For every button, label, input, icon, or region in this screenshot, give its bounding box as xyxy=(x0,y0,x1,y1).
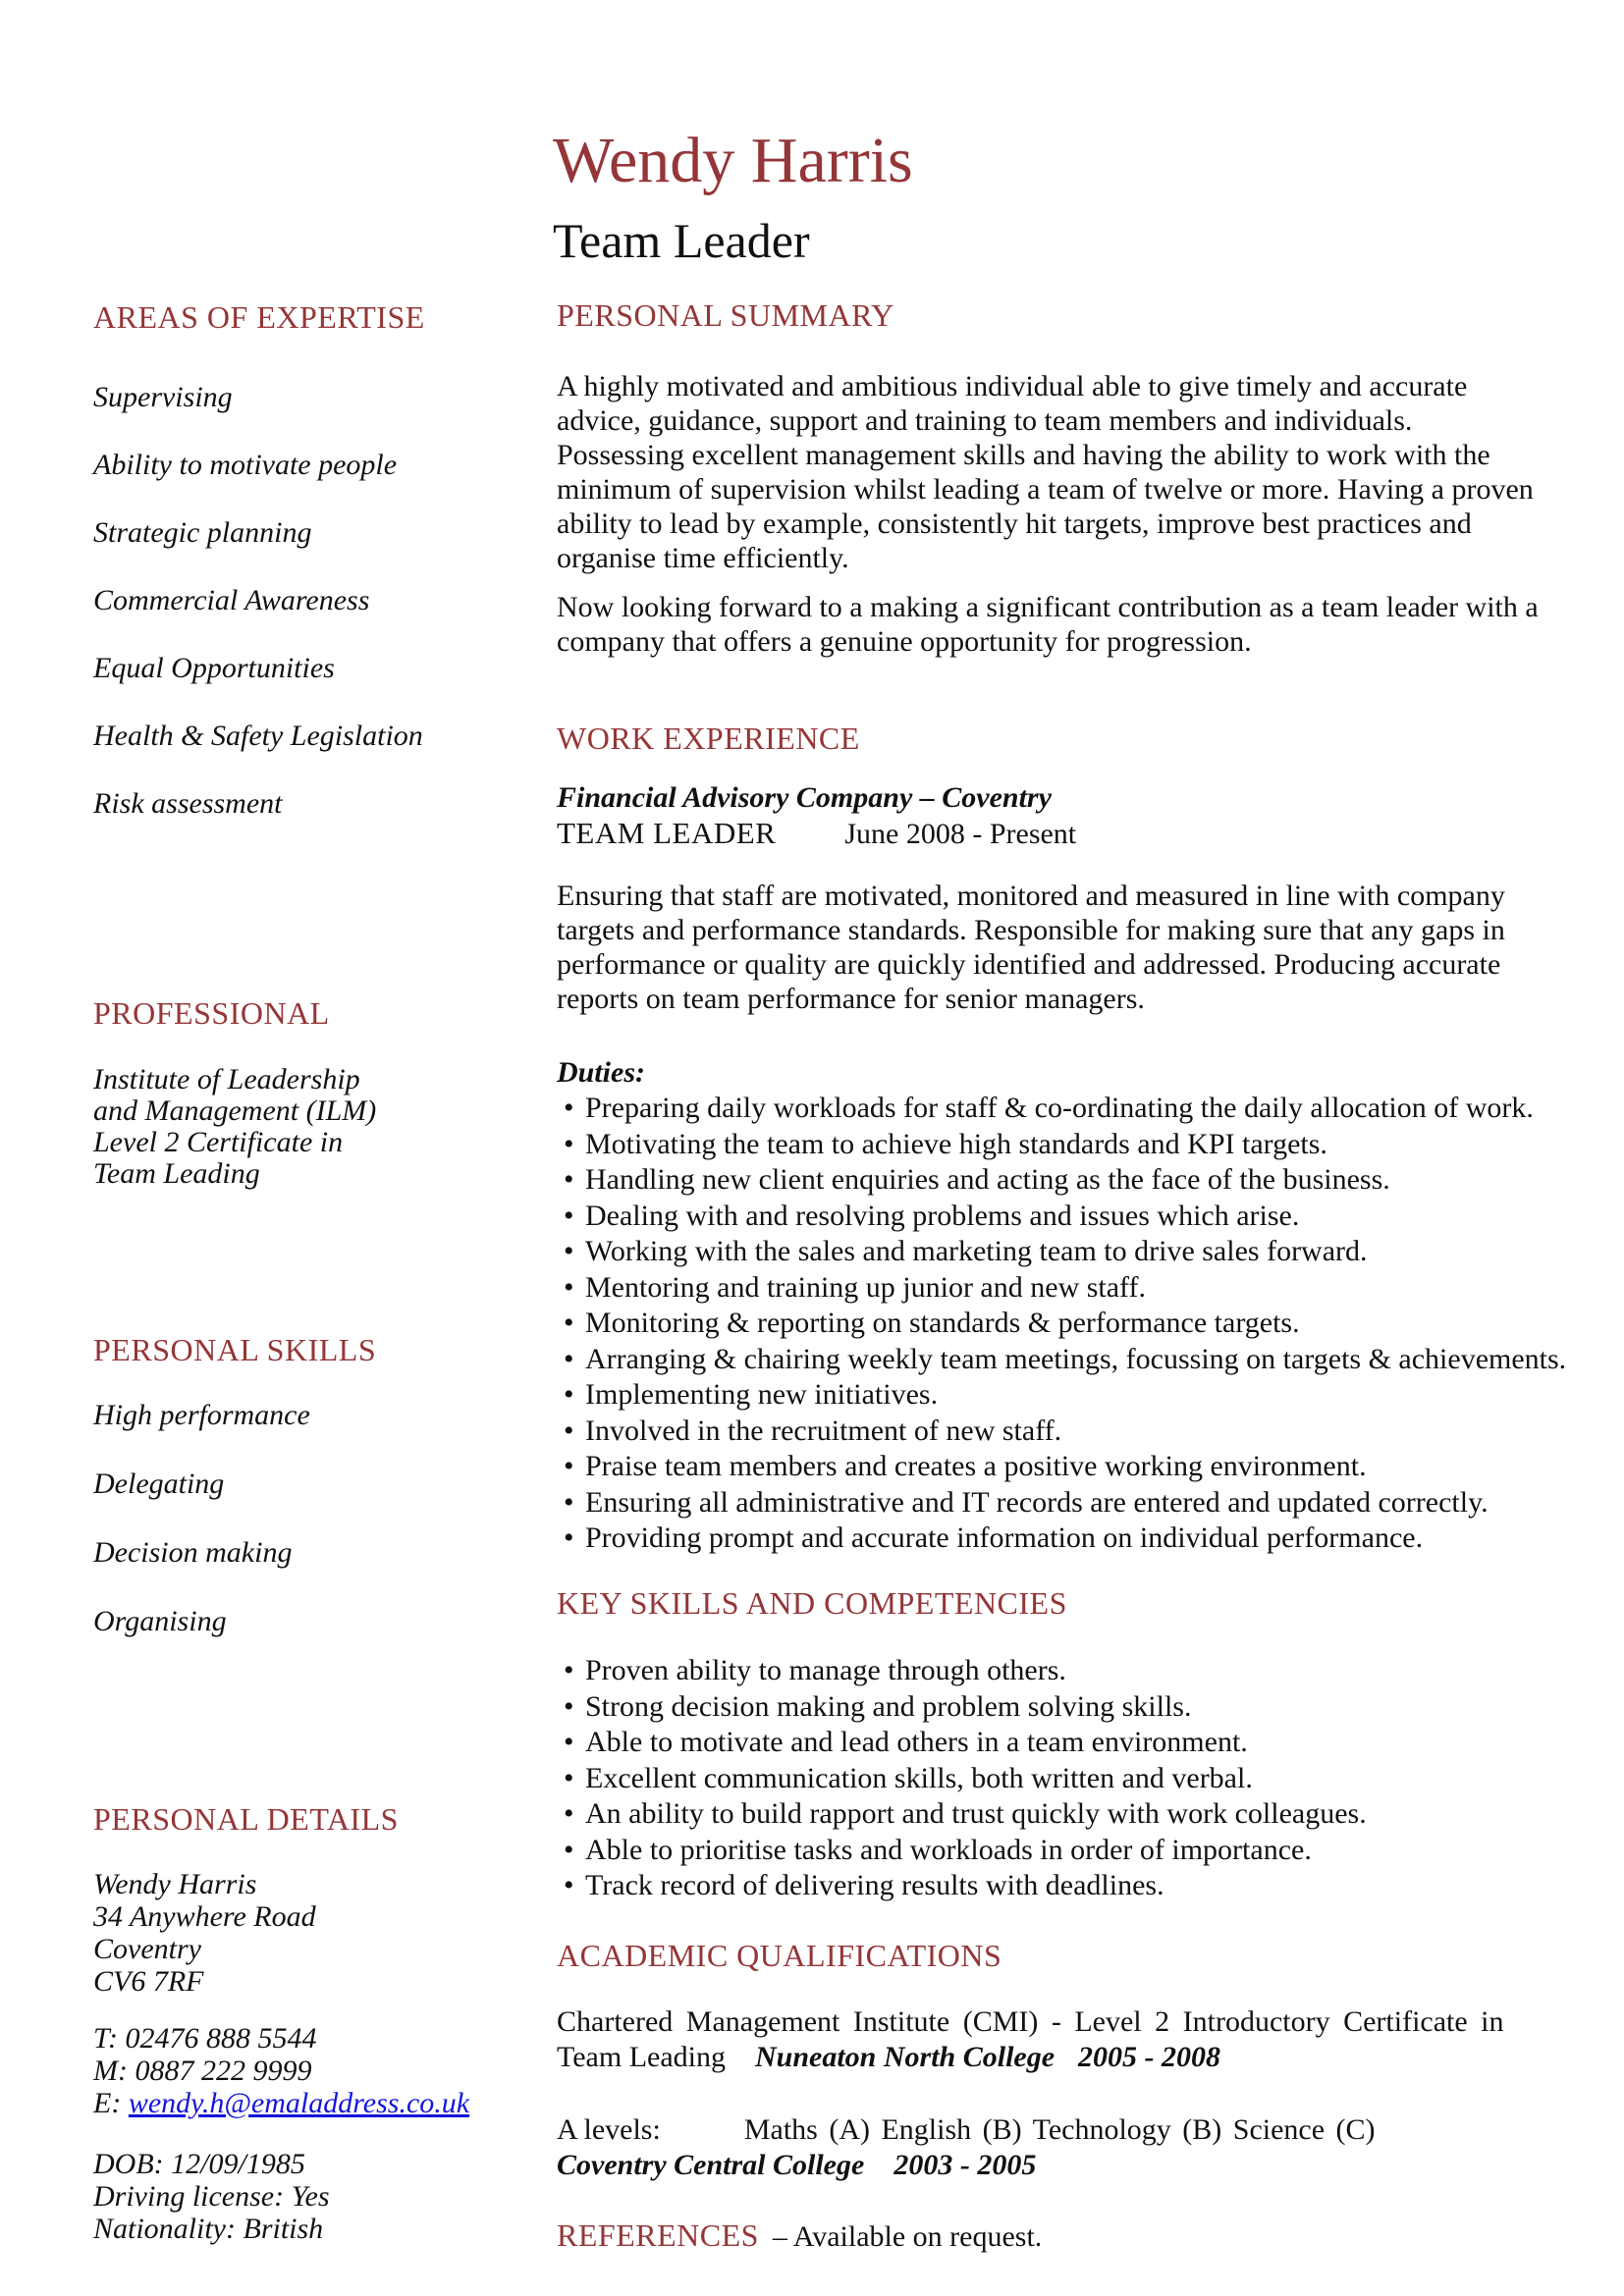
summary-paragraph-1: A highly motivated and ambitious individual able to give timely and accurate advice, guidance, support and training to team members and individuals. Possessing excellent management skills and having the ability to work with the minimum of supervision whilst leading a team of twelve or more. Having a proven ability to lead by example, consistently hit targets, improve best practices and organise time efficiently. xyxy=(557,370,1534,574)
expertise-item: Equal Opportunities xyxy=(93,652,335,684)
key-skill-item: • Track record of delivering results with deadlines. xyxy=(557,1868,1367,1904)
personal-skills-heading: PERSONAL SKILLS xyxy=(93,1332,377,1367)
personal-info-block xyxy=(93,2148,447,2245)
address-line: CV6 7RF xyxy=(93,1965,204,1998)
personal-skill-item: Organising xyxy=(93,1605,227,1637)
expertise-list xyxy=(93,381,447,821)
college-1-dates: 2005 - 2008 xyxy=(1078,2041,1221,2073)
duty-item: • Preparing daily workloads for staff & co-ordinating the daily allocation of work. xyxy=(557,1091,1566,1127)
professional-heading: PROFESSIONAL xyxy=(93,995,330,1031)
work-intro-paragraph: Ensuring that staff are motivated, monitored and measured in line with company targets and performance standards. Responsible for making sure that any gaps in performance or quality are quickly identified and addressed. Producing accurate reports on team performance for senior managers. xyxy=(557,880,1505,1015)
duty-item: • Working with the sales and marketing team to drive sales forward. xyxy=(557,1234,1566,1270)
duty-item: • Monitoring & reporting on standards & performance targets. xyxy=(557,1306,1566,1342)
address-line: Wendy Harris xyxy=(93,1868,257,1900)
areas-of-expertise-heading: AREAS OF EXPERTISE xyxy=(93,299,425,335)
work-experience-heading: WORK EXPERIENCE xyxy=(557,721,860,756)
a-levels-label: A levels: xyxy=(557,2113,661,2146)
expertise-item: Health & Safety Legislation xyxy=(93,720,423,752)
summary-paragraph-2: Now looking forward to a making a significant contribution as a team leader with a company that offers a genuine opportunity for progression. xyxy=(557,591,1539,658)
personal-skill-item: High performance xyxy=(93,1399,310,1431)
company-line: Financial Advisory Company – Coventry xyxy=(557,781,1052,814)
key-skill-item: • Able to motivate and lead others in a team environment. xyxy=(557,1725,1367,1761)
dob-line: DOB: 12/09/1985 xyxy=(93,2148,305,2180)
references-text: – Available on request. xyxy=(772,2220,1043,2253)
duty-item: • Involved in the recruitment of new staff. xyxy=(557,1414,1566,1450)
cmi-line-2: Team Leading xyxy=(557,2041,726,2073)
phone-line: T: 02476 888 5544 xyxy=(93,2022,317,2055)
duty-item: • Handling new client enquiries and acting as the face of the business. xyxy=(557,1162,1566,1199)
expertise-item: Commercial Awareness xyxy=(93,584,370,616)
mobile-line: M: 0887 222 9999 xyxy=(93,2055,312,2087)
professional-line: Institute of Leadership xyxy=(93,1063,360,1095)
expertise-item: Ability to motivate people xyxy=(93,449,398,481)
personal-skills-section xyxy=(93,1330,447,1674)
email-link[interactable]: wendy.h@emaladdress.co.uk xyxy=(128,2087,470,2119)
email-label: E: xyxy=(93,2087,122,2119)
key-skill-item: • Able to prioritise tasks and workloads in order of importance. xyxy=(557,1833,1367,1869)
college-2-dates: 2003 - 2005 xyxy=(893,2149,1037,2181)
personal-skill-item: Decision making xyxy=(93,1536,293,1569)
a-levels-qualification xyxy=(557,2112,1548,2183)
address-line: 34 Anywhere Road xyxy=(93,1900,316,1933)
key-skill-item: • Excellent communication skills, both written and verbal. xyxy=(557,1761,1367,1797)
address-line: Coventry xyxy=(93,1933,201,1965)
role-line xyxy=(557,816,1076,851)
duties-list xyxy=(557,1091,1566,1557)
personal-details-heading: PERSONAL DETAILS xyxy=(93,1801,399,1837)
key-skill-item: • Strong decision making and problem solving skills. xyxy=(557,1689,1367,1726)
a-levels-results: Maths (A) English (B) Technology (B) Science (C) xyxy=(743,2113,1376,2146)
person-name: Wendy Harris xyxy=(553,125,913,196)
college-2: Coventry Central College xyxy=(557,2149,865,2181)
references-heading: REFERENCES xyxy=(557,2217,759,2253)
duty-item: • Praise team members and creates a positive working environment. xyxy=(557,1449,1566,1485)
role-dates: June 2008 - Present xyxy=(844,818,1077,850)
driving-license-line: Driving license: Yes xyxy=(93,2180,330,2213)
duties-label: Duties: xyxy=(557,1056,645,1089)
personal-summary-heading: PERSONAL SUMMARY xyxy=(557,297,894,333)
key-skill-item: • Proven ability to manage through others. xyxy=(557,1653,1367,1689)
duty-item: • Motivating the team to achieve high standards and KPI targets. xyxy=(557,1127,1566,1163)
personal-skill-item: Delegating xyxy=(93,1468,225,1500)
role-title: TEAM LEADER xyxy=(557,816,777,850)
personal-skills-list xyxy=(93,1399,447,1638)
personal-details-section xyxy=(93,1799,470,2245)
college-1: Nuneaton North College xyxy=(755,2041,1056,2073)
cmi-line-1: Chartered Management Institute (CMI) - Level 2 Introductory Certificate in xyxy=(557,2005,1504,2038)
contact-block xyxy=(93,2022,470,2119)
professional-line: and Management (ILM) xyxy=(93,1095,377,1127)
duty-item: • Providing prompt and accurate information on individual performance. xyxy=(557,1521,1566,1557)
address-block xyxy=(93,1868,447,1998)
professional-line: Team Leading xyxy=(93,1157,260,1190)
job-title: Team Leader xyxy=(553,213,810,268)
duty-item: • Dealing with and resolving problems and issues which arise. xyxy=(557,1199,1566,1235)
expertise-item: Risk assessment xyxy=(93,787,283,820)
professional-line: Level 2 Certificate in xyxy=(93,1126,344,1158)
expertise-item: Supervising xyxy=(93,381,233,413)
duty-item: • Ensuring all administrative and IT records are entered and updated correctly. xyxy=(557,1485,1566,1522)
references-line xyxy=(557,2217,1042,2254)
email-line xyxy=(93,2087,470,2119)
areas-of-expertise-section xyxy=(93,297,447,855)
nationality-line: Nationality: British xyxy=(93,2213,324,2245)
duty-item: • Implementing new initiatives. xyxy=(557,1377,1566,1414)
duty-item: • Mentoring and training up junior and new staff. xyxy=(557,1270,1566,1307)
professional-qualification xyxy=(93,1064,447,1190)
cmi-qualification xyxy=(557,2004,1548,2075)
key-skill-item: • An ability to build rapport and trust quickly with work colleagues. xyxy=(557,1796,1367,1833)
expertise-item: Strategic planning xyxy=(93,516,312,549)
professional-section xyxy=(93,993,447,1190)
academic-qualifications-heading: ACADEMIC QUALIFICATIONS xyxy=(557,1938,1002,1973)
key-skills-heading: KEY SKILLS AND COMPETENCIES xyxy=(557,1585,1067,1621)
key-skills-list xyxy=(557,1653,1367,1904)
duty-item: • Arranging & chairing weekly team meetings, focussing on targets & achievements. xyxy=(557,1342,1566,1378)
